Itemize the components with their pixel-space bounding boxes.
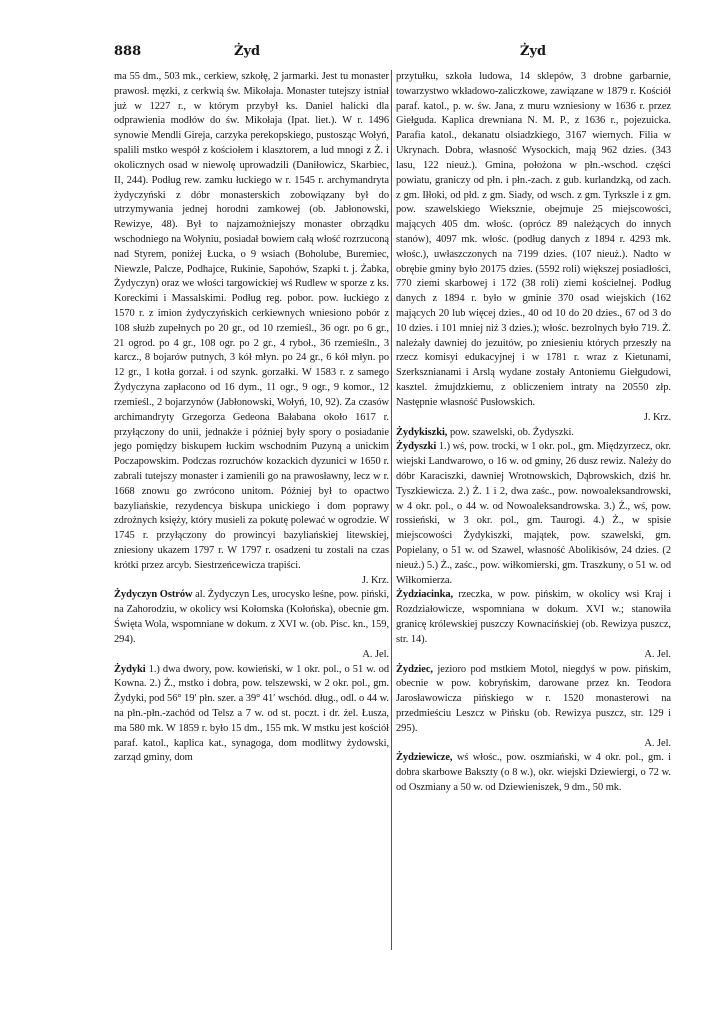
- right-column: [396, 70, 671, 796]
- running-title-right: Żyd: [520, 44, 547, 59]
- entry-headword: Żydyszki: [396, 441, 437, 453]
- entry-headword: Żydykiszki,: [396, 426, 448, 438]
- entry: [114, 588, 389, 662]
- entry-text: rzeczka, w pow. pińskim, w okolicy wsi Kraj i Rozdziałowicze, wspomniana w dokum. XVI w.; stanowiła granicę królewskiej puszczy Kownacińskiej (ob. Rewizya puszcz, str. 14).: [396, 589, 671, 645]
- entry: [114, 663, 389, 767]
- entry: [396, 440, 671, 588]
- entry-signature: A. Jel.: [644, 648, 671, 660]
- entry-headword: Żydziec,: [396, 663, 433, 675]
- entry-text: 1.) wś, pow. trocki, w 1 okr. pol., gm. Międzyrzecz, okr. wiejski Landwarowo, o 16 w. od gminy, 26 dusz rewiz. Należy do dóbr Karaciszki, dawniej Wrotnowskich, Dąbrowskich, dziś hr. Tyszkiewicza. 2.) Ż. 1 i 2, dwa zaśc., pow. nowoaleksandrowski, w 4 okr. pol., o 44 w. od Nowoaleksandrowska. 3.) Ż., wś, pow. rossieński, w 3 okr. pol., gm. Taurogi. 4.) Ż., w spisie miejscowości Żydykiszki, majątek, pow. szawelski, gm. Popielany, o 51 w. od Szawel, własność Abolikisów, 24 dzies. (2 nieuż.) 5.) Ż., zaśc., pow. wiłkomierski, gm. Traszkuny, o 51 w. od Wiłkomierza.: [396, 441, 671, 586]
- entry: [396, 70, 671, 426]
- entry-signature: A. Jel.: [644, 737, 671, 749]
- entry-signature: A. Jel.: [362, 648, 389, 660]
- entry-text: al. Żydyczyn Les, urocysko leśne, pow. piński, na Zahorodziu, w okolicy wsi Kołomska (Kołońska), obecnie gm. Święta Wola, wspomniane w dokum. z XVI w. (ob. Pisc. kn., 159, 294).: [114, 589, 389, 645]
- entry-headword: Żydziacinka,: [396, 589, 454, 601]
- entry: [114, 70, 389, 588]
- entry-text: wś włośc., pow. oszmiański, w 4 okr. pol., gm. i dobra skarbowe Bakszty (o 8 w.), okr. wiejski Dziewiergi, o 72 w. od Oszmiany a 50 w. od Dziewieniszek, 9 dm., 50 mk.: [396, 752, 671, 793]
- entry-signature: J. Krz.: [361, 574, 389, 586]
- entry-headword: Żydziewicze,: [396, 752, 453, 764]
- entry: [396, 588, 671, 662]
- entry-signature: J. Krz.: [643, 411, 671, 423]
- running-title-left: Żyd: [234, 44, 261, 59]
- left-column: [114, 70, 389, 766]
- column-divider: [391, 70, 392, 950]
- entry: [396, 663, 671, 752]
- entry-text: pow. szawelski, ob. Żydyszki.: [449, 426, 574, 438]
- running-head: [0, 44, 720, 64]
- entry: [396, 426, 671, 441]
- entry-text: ma 55 dm., 503 mk., cerkiew, szkołę, 2 jarmarki. Jest tu monaster prawosł. męzki, z cerkwią św. Mikołaja. Monaster tutejszy istniał już w 1227 r., w którym przybył ks. Daniel halicki dla odprawienia modłów do św. Mikołaja (Ipat. liet.). W r. 1496 synowie Mendli Gireja, carzyka perekopskiego, pustosząc Wołyń, spalili mstko wespół z kościołem i klasztorem, a lud mnogi z Ż. i okolicznych osad w niewolę uprowadzili (Daniłowicz, Skarbiec, II, 244). Podług rew. zamku łuckiego w r. 1545 r. archymandryta żydyczyński z dóbr monasterskich zobowiązany był do utrzymywania jednej horodni zamkowej (ob. Jabłonowski, Rewizye, 48). Był to najzamożniejszy monaster obrządku wschodniego na Wołyniu, posiadał bowiem całą włość rozrzuconą nad Styrem, poniżej Łucka, o 9 wsiach (Boholube, Buremiec, Niewzle, Palcze, Podhajce, Rukinie, Sapohów, Szapki t. j. Żabka, Żydyczyn) oraz we włości targowickiej wś Rudlew w sporze z ks. Koreckimi i Massalskimi. Podług reg. pobor. pow. łuckiego z 1570 r. z imion żydyczyńskich cerkiewnych wniesiono pobór z 108 służb zupełnych po 20 gr., od 10 rzemieśl., 36 ogr. po 6 gr., 21 ogrod. po 4 gr., 108 ogr. po 2 gr., 4 ryboł., 36 rzemieśln., 3 karcz., 8 bojarów putnych, 3 kół młyn. po 24 gr., 6 kół młyn. po 12 gr., 1 kotła gorzał. i od szynk. gorzałki. W 1583 r. z samego Żydyczyna zapłacono od 16 dym., 11 ogr., 9 ogr., 9 komor., 12 rzemieśl., 2 bojarzynów (Jabłonowski, Wołyń, 10, 92). Za czasów archimandryty Grzegorza Gedeona Bałabana około 1617 r. przyłączony do unii, jednakże i później były spory o posiadanie jego pomiędzy biskupem łuckim wschodnim Puzyną a unickim Poczapowskim. Podczas rozruchów kozackich dyzunici w 1650 r. zabrali tutejszy monaster i zamienili go na prawosławny, lecz w r. 1668 znowu go zwrócono unitom. Później był to opactwo bazyliańskie, rezydencya biskupa unickiego i dom poprawy zdrożnych księży, który musieli za pokutę polewać w ogrodzie. W 1745 r. przyłączony do prowincyi bazyliańskiej litewskiej, zniesiony ukazem 1797 r. W 1797 r. osadzeni tu zostali na czas krótki przez arcyb. Siestrzeńcewicza trapiści.: [114, 71, 389, 571]
- entry-text: przytułku, szkoła ludowa, 14 sklepów, 3 drobne garbarnie, towarzystwo wkładowo-zaliczkowe, zawiązane w 1879 r. Kościół paraf. katol., p. w. św. Jana, z muru wzniesiony w 1636 r. przez Giełguda. Kaplica drewniana N. M. P., z 1636 r., pojezuicka. Parafia katol., dekanatu olsiadzkiego, 3167 wiernych. Filia w Ukrynach. Dobra, własność Wysockich, mają 962 dzies. (343 lasu, 122 nieuż.). Gmina, położona w płn.-wschod. części powiatu, graniczy od płn. i płn.-zach. z gub. kurlandzką, od zach. z gm. Iłłoki, od płd. z gm. Siady, od wsch. z gm. Tyrkszle i z gm. pow. szawelskiego Wieksznie, obejmuje 25 miejscowości, mających 405 dm. włośc. (oprócz 89 należących do innych stanów), 4097 mk. włośc. (podług danych z 1894 r. 4293 mk. włośc.), uwłaszczonych na 7199 dzies. (107 nieuż.). Nadto w obrębie gminy było 20175 dzies. (5592 roli) większej posiadłości, 770 ziemi skarbowej i 172 (38 roli) ziemi kościelnej. Podług danych z 1894 r. było w gminie 370 osad wiejskich (162 mających 20 lub więcej dzies., 40 od 10 do 20 dzies., 67 od 3 do 10 dzies. i 101 mniej niż 3 dzies.); włośc. bezrolnych było 719. Ż. należały dawniej do jezuitów, po zniesieniu których przeszły na rzecz komisyi edukacyjnej i w 1781 r. wraz z Kietunami, Szerksznianami i Arslą wydane zostały Antoniemu Giełgudowi, kasztel. żmujdzkiemu, z obliczeniem intraty na 20550 złp. Następnie własność Pusłowskich.: [396, 71, 671, 408]
- entry: [396, 751, 671, 795]
- entry-text: 1.) dwa dwory, pow. kowieński, w 1 okr. pol., o 51 w. od Kowna. 2.) Ż., mstko i dobra, pow. telszewski, w 2 okr. pol., gm. Żydyki, pod 56° 19′ płn. szer. a 39° 41′ wschód. dług., odl. o 44 w. na płn.-płn.-zachód od Telsz a 7 w. od st. poczt. i dr. żel. Łusza, ma 580 mk. W 1859 r. było 15 dm., 155 mk. W mstku jest kościół paraf. katol., kaplica kat., synagoga, dom modlitwy żydowski, zarząd gminy, dom: [114, 663, 389, 764]
- page-number: 888: [114, 44, 142, 59]
- entry-text: jezioro pod mstkiem Motol, niegdyś w pow. pińskim, obecnie w pow. kobryńskim, darowane przez kn. Teodora Jarosławowicza pińskiego w r. 1520 monasterowi na przedmieściu Leszcz w Pińsku (ob. Rewizya puszcz, str. 129 i 295).: [396, 663, 672, 734]
- entry-headword: Żydyczyn Ostrów: [114, 589, 193, 601]
- entry-headword: Żydyki: [114, 663, 146, 675]
